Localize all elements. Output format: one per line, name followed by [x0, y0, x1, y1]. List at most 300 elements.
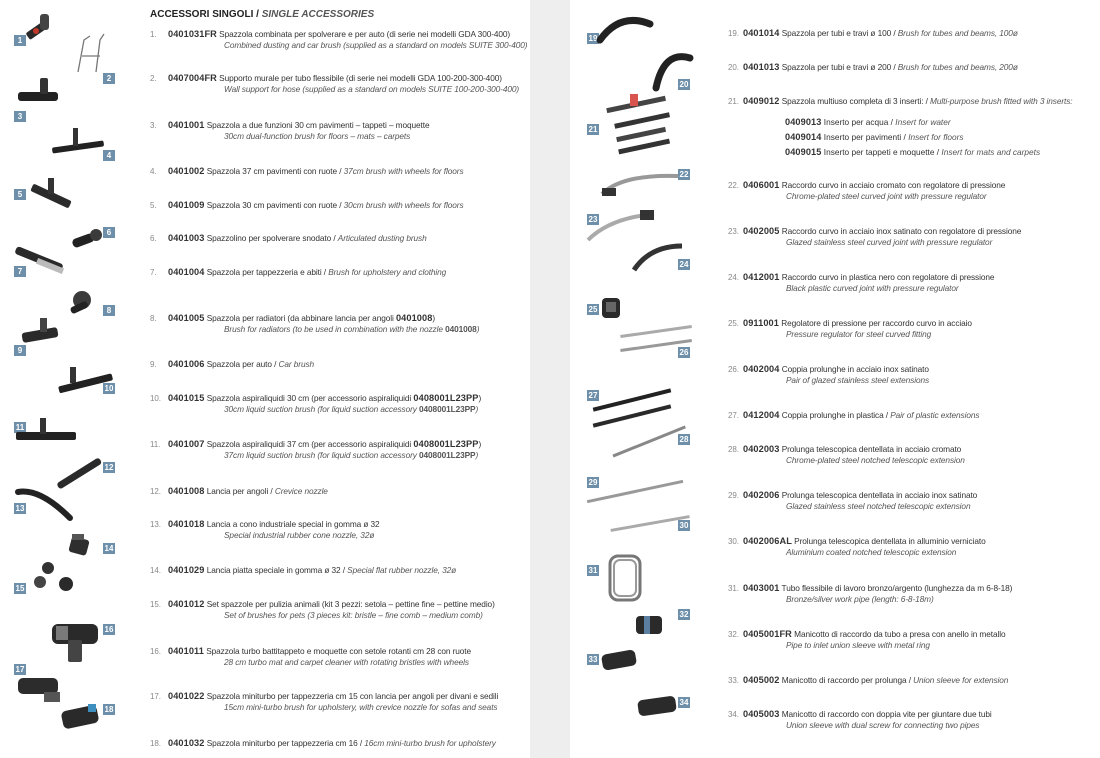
catalog-entry — [150, 599, 495, 621]
english-description: Special industrial rubber cone nozzle, 32ø — [224, 530, 375, 540]
product-image-24 — [634, 246, 682, 270]
italian-description: Spazzola per tappezzeria e abiti / — [206, 267, 326, 277]
italian-description: Tubo flessibile di lavoro bronzo/argento (lunghezza da m 6-8-18) — [781, 583, 1013, 593]
italian-description: Raccordo curvo in plastica nero con regolatore di pressione — [781, 272, 995, 282]
figure-number-badge: 20 — [679, 80, 689, 89]
figure-number-badge: 2 — [103, 73, 115, 84]
figure-number-badge: 7 — [14, 266, 26, 277]
english-description: Bronze/silver work pipe (length: 6-8-18m) — [786, 594, 934, 604]
italian-description: Manicotto di raccordo con doppia vite per giuntare due tubi — [781, 709, 992, 719]
entry-line — [728, 62, 1018, 73]
catalog-entry — [150, 565, 456, 576]
english-description: Glazed stainless steel notched telescopic extension — [786, 501, 971, 511]
figure-number-badge: 23 — [588, 215, 598, 224]
product-code: 0401014 — [743, 28, 780, 38]
figure-number-badge: 27 — [588, 391, 598, 400]
english-description: Chrome-plated steel curved joint with pressure regulator — [786, 191, 987, 201]
insert-entry — [785, 147, 1040, 157]
catalog-entry — [728, 180, 1005, 202]
english-description-line — [150, 324, 479, 335]
product-code: 0402005 — [743, 226, 780, 236]
figure-number-badge: 24 — [679, 260, 689, 269]
punctuation: ) — [432, 313, 436, 323]
product-code: 0412001 — [743, 272, 780, 282]
italian-description: Lancia per angoli / — [206, 486, 273, 496]
product-code: 0401022 — [168, 691, 205, 701]
english-description-line — [150, 657, 471, 668]
insert-code: 0409015 — [785, 147, 822, 157]
product-code: 0401004 — [168, 267, 205, 277]
item-number: 28. — [728, 445, 739, 454]
figure-number-badge: 4 — [103, 150, 115, 161]
italian-description: Coppia prolunghe in plastica / — [781, 410, 889, 420]
product-code: 0401011 — [168, 646, 204, 656]
item-number: 7. — [150, 268, 157, 277]
italian-description: Lancia a cono industriale special in gomma ø 32 — [206, 519, 380, 529]
italian-description: Lancia piatta speciale in gomma ø 32 / — [206, 565, 345, 575]
item-number: 16. — [150, 647, 161, 656]
product-code: 0401006 — [168, 359, 205, 369]
figure-number-badge: 26 — [679, 348, 689, 357]
product-image-9 — [21, 318, 58, 343]
catalog-entry — [150, 200, 464, 211]
item-number: 24. — [728, 273, 739, 282]
english-description-line — [728, 191, 1005, 202]
catalog-entry — [728, 490, 977, 512]
catalog-entry — [728, 318, 972, 340]
italian-description: Spazzola a due funzioni 30 cm pavimenti – tappeti – moquette — [206, 120, 430, 130]
entry-line — [150, 486, 328, 497]
entry-line — [728, 226, 1021, 237]
italian-description: Spazzola aspiraliquidi 30 cm (per accessorio aspiraliquidi — [206, 393, 412, 403]
item-number: 2. — [150, 74, 157, 83]
entry-line — [728, 364, 929, 375]
figure-number-badge: 5 — [14, 189, 26, 200]
product-image-3 — [18, 78, 58, 101]
catalog-entry — [150, 359, 314, 370]
english-description-line — [728, 237, 1021, 248]
page-spine — [530, 0, 570, 758]
referenced-code: 0401008 — [395, 313, 433, 323]
italian-description: Raccordo curvo in acciaio cromato con regolatore di pressione — [781, 180, 1006, 190]
entry-line — [728, 444, 965, 455]
item-number: 18. — [150, 739, 161, 748]
italian-description: Spazzola miniturbo per tappezzeria cm 15 con lancia per angoli per divani e sedili — [206, 691, 499, 701]
catalog-entry — [150, 439, 481, 461]
product-image-18 — [61, 704, 100, 730]
entry-line — [150, 73, 519, 84]
catalog-entry — [150, 267, 446, 278]
figure-number-badge: 15 — [15, 584, 25, 593]
english-description: 30cm brush with wheels for floors — [343, 200, 464, 210]
italian-description: Spazzola per tubi e travi ø 200 / — [781, 62, 896, 72]
catalog-entry — [150, 393, 481, 415]
figure-number-badge: 17 — [15, 665, 25, 674]
catalog-entry — [728, 444, 965, 466]
english-description: Multi-purpose brush fitted with 3 inserts: — [930, 96, 1073, 106]
product-code: 0402004 — [743, 364, 780, 374]
insert-italian: Inserto per tappeti e moquette / — [823, 147, 940, 157]
italian-description: Spazzola 37 cm pavimenti con ruote / — [206, 166, 342, 176]
item-number: 30. — [728, 537, 739, 546]
catalog-entry — [728, 536, 986, 558]
insert-italian: Inserto per acqua / — [823, 117, 893, 127]
english-description: 30cm liquid suction brush (for liquid suction accessory — [224, 404, 417, 414]
italian-description: Spazzola aspiraliquidi 37 cm (per accessorio aspiraliquidi — [206, 439, 412, 449]
product-code: 0402006AL — [743, 536, 792, 546]
english-description-line — [728, 547, 986, 558]
heading-italian: ACCESSORI SINGOLI / — [150, 9, 259, 20]
insert-english: Insert for mats and carpets — [941, 147, 1041, 157]
product-code: 0401007 — [168, 439, 205, 449]
figure-number-badge: 9 — [14, 345, 26, 356]
product-image-17 — [18, 678, 60, 702]
item-number: 29. — [728, 491, 739, 500]
item-number: 13. — [150, 520, 161, 529]
product-image-11 — [16, 418, 76, 440]
english-description-line — [728, 329, 972, 340]
italian-description: Spazzola turbo battitappeto e moquette con setole rotanti cm 28 con ruote — [206, 646, 472, 656]
entry-line — [150, 599, 495, 610]
italian-description: Coppia prolunghe in acciaio inox satinato — [781, 364, 929, 374]
english-description: Chrome-plated steel notched telescopic extension — [786, 455, 965, 465]
entry-line — [728, 410, 979, 421]
english-description-line — [728, 720, 992, 731]
insert-code: 0409014 — [785, 132, 822, 142]
english-description: Crevice nozzle — [274, 486, 328, 496]
product-image-22 — [602, 176, 678, 196]
english-description-line — [150, 84, 519, 95]
catalog-entry — [150, 738, 496, 749]
entry-line — [150, 120, 429, 131]
entry-line — [150, 200, 464, 211]
product-code: 0409012 — [743, 96, 780, 106]
product-image-20 — [656, 57, 690, 88]
english-description: 16cm mini-turbo brush for upholstery — [364, 738, 496, 748]
product-image-23 — [588, 210, 654, 240]
catalog-entry — [728, 410, 979, 421]
product-image-31 — [610, 556, 640, 600]
insert-entry — [785, 132, 964, 142]
entry-line — [150, 439, 481, 450]
product-image-21 — [606, 94, 670, 154]
catalog-entry — [150, 691, 498, 713]
item-number: 4. — [150, 167, 157, 176]
item-number: 8. — [150, 314, 157, 323]
catalog-entry — [728, 96, 1073, 107]
catalog-entry — [150, 486, 328, 497]
item-number: 12. — [150, 487, 161, 496]
catalog-entry — [728, 629, 1005, 651]
product-image-5 — [30, 178, 71, 209]
english-description: Aluminium coated notched telescopic extension — [786, 547, 957, 557]
italian-description: Set spazzole per pulizia animali (kit 3 pezzi: setola – pettine fine – pettine medio) — [206, 599, 495, 609]
punctuation: ) — [478, 439, 482, 449]
english-description: Union sleeve with dual screw for connecting two pipes — [786, 720, 980, 730]
item-number: 6. — [150, 234, 157, 243]
item-number: 5. — [150, 201, 157, 210]
entry-line — [150, 646, 471, 657]
item-number: 15. — [150, 600, 161, 609]
entry-line — [150, 233, 427, 244]
product-image-1 — [26, 14, 49, 40]
product-code: 0911001 — [743, 318, 779, 328]
entry-line — [728, 96, 1073, 107]
italian-description: Manicotto di raccordo da tubo a presa con anello in metallo — [794, 629, 1006, 639]
catalog-entry — [150, 120, 429, 142]
product-code: 0401015 — [168, 393, 205, 403]
product-image-15 — [34, 562, 73, 591]
english-description: 30cm dual-function brush for floors – mats – carpets — [224, 131, 411, 141]
italian-description: Spazzola per radiatori (da abbinare lancia per angoli — [206, 313, 394, 323]
english-description: Black plastic curved joint with pressure regulator — [786, 283, 959, 293]
catalog-entry — [150, 166, 464, 177]
english-description-line — [728, 594, 1012, 605]
catalog-entry — [150, 233, 427, 244]
insert-english: Insert for water — [895, 117, 951, 127]
english-description: 37cm brush with wheels for floors — [343, 166, 464, 176]
referenced-code: 0408001L23PP — [419, 450, 476, 460]
product-image-8 — [70, 291, 91, 314]
referenced-code: 0408001L23PP — [413, 393, 479, 403]
item-number: 1. — [150, 30, 157, 39]
product-image-7 — [14, 246, 64, 274]
insert-italian: Inserto per pavimenti / — [823, 132, 906, 142]
item-number: 20. — [728, 63, 739, 72]
item-number: 11. — [150, 440, 161, 449]
entry-line — [150, 267, 446, 278]
english-description: Pair of glazed stainless steel extensions — [786, 375, 930, 385]
english-description-line — [150, 530, 380, 541]
entry-line — [728, 536, 986, 547]
figure-number-badge: 13 — [15, 504, 25, 513]
english-description: Brush for tubes and beams, 100ø — [897, 28, 1018, 38]
product-code: 0401031FR — [168, 29, 217, 39]
english-description-line — [150, 40, 527, 51]
catalog-entry — [150, 313, 479, 335]
italian-description: Raccordo curvo in acciaio inox satinato con regolatore di pressione — [781, 226, 1022, 236]
product-code: 0412004 — [743, 410, 780, 420]
catalog-entry — [728, 62, 1018, 73]
entry-line — [150, 359, 314, 370]
english-description-line — [150, 131, 429, 142]
entry-line — [728, 629, 1005, 640]
english-description: Pressure regulator for steel curved fitting — [786, 329, 932, 339]
product-image-34 — [637, 695, 677, 716]
italian-description: Spazzola combinata per spolverare e per auto (di serie nei modelli GDA 300-400) — [219, 29, 511, 39]
figure-number-badge: 22 — [679, 170, 689, 179]
product-image-4 — [52, 128, 104, 154]
product-code: 0402006 — [743, 490, 780, 500]
figure-number-badge: 34 — [679, 698, 689, 707]
english-description-line — [728, 455, 965, 466]
entry-line — [728, 490, 977, 501]
catalog-entry — [150, 519, 380, 541]
item-number: 31. — [728, 584, 739, 593]
insert-code: 0409013 — [785, 117, 822, 127]
entry-line — [150, 738, 496, 749]
product-image-16 — [52, 624, 98, 662]
punctuation: ) — [476, 324, 480, 334]
left-product-images — [0, 0, 140, 758]
figure-number-badge: 1 — [14, 35, 26, 46]
product-image-25 — [602, 298, 620, 318]
figure-number-badge: 25 — [588, 305, 598, 314]
punctuation: ) — [478, 393, 482, 403]
product-image-6 — [71, 229, 102, 248]
italian-description: Prolunga telescopica dentellata in acciaio inox satinato — [781, 490, 978, 500]
figure-number-badge: 29 — [588, 478, 598, 487]
catalog-entry — [150, 73, 519, 95]
product-code: 0401003 — [168, 233, 205, 243]
catalog-entry — [728, 709, 992, 731]
english-description-line — [728, 283, 994, 294]
english-description-line — [150, 610, 495, 621]
product-image-19 — [600, 20, 650, 40]
entry-line — [728, 318, 972, 329]
catalog-entry — [728, 364, 929, 386]
entry-line — [150, 29, 527, 40]
product-code: 0401001 — [168, 120, 205, 130]
punctuation: ) — [475, 450, 479, 460]
insert-entry — [785, 117, 951, 127]
entry-line — [150, 691, 498, 702]
referenced-code: 0401008 — [445, 324, 477, 334]
figure-number-badge: 30 — [679, 521, 689, 530]
english-description: Articulated dusting brush — [337, 233, 427, 243]
italian-description: Spazzola per tubi e travi ø 100 / — [781, 28, 896, 38]
entry-line — [150, 519, 380, 530]
item-number: 33. — [728, 676, 739, 685]
product-image-33 — [601, 649, 637, 671]
figure-number-badge: 21 — [588, 125, 598, 134]
english-description: Car brush — [278, 359, 315, 369]
item-number: 27. — [728, 411, 739, 420]
english-description: Brush for radiators (to be used in combination with the nozzle — [224, 324, 443, 334]
product-code: 0405002 — [743, 675, 780, 685]
item-number: 3. — [150, 121, 157, 130]
figure-number-badge: 33 — [588, 655, 598, 664]
italian-description: Spazzola 30 cm pavimenti con ruote / — [206, 200, 342, 210]
italian-description: Supporto murale per tubo flessibile (di serie nei modelli GDA 100-200-300-400) — [219, 73, 502, 83]
product-code: 0406001 — [743, 180, 780, 190]
product-code: 0401002 — [168, 166, 205, 176]
figure-number-badge: 31 — [588, 566, 598, 575]
figure-number-badge: 28 — [679, 435, 689, 444]
english-description: Set of brushes for pets (3 pieces kit: bristle – fine comb – medium comb) — [224, 610, 483, 620]
english-description: Glazed stainless steel curved joint with pressure regulator — [786, 237, 993, 247]
product-code: 0402003 — [743, 444, 780, 454]
english-description: Special flat rubber nozzle, 32ø — [347, 565, 457, 575]
figure-number-badge: 11 — [15, 423, 25, 432]
product-image-14 — [68, 534, 90, 556]
entry-line — [150, 565, 456, 576]
punctuation: ) — [475, 404, 479, 414]
item-number: 19. — [728, 29, 739, 38]
english-description-line — [150, 702, 498, 713]
item-number: 17. — [150, 692, 161, 701]
product-code: 0403001 — [743, 583, 780, 593]
figure-number-badge: 6 — [103, 227, 115, 238]
section-heading — [150, 9, 374, 20]
english-description: Union sleeve for extension — [913, 675, 1009, 685]
product-image-12 — [56, 457, 102, 489]
item-number: 23. — [728, 227, 739, 236]
product-image-10 — [58, 367, 113, 393]
catalog-entry — [728, 675, 1008, 686]
catalog-entry — [728, 28, 1018, 39]
figure-number-badge: 10 — [104, 384, 114, 393]
figure-number-badge: 32 — [679, 610, 689, 619]
entry-line — [150, 313, 479, 324]
left-page — [0, 0, 530, 758]
product-image-28 — [612, 425, 685, 457]
item-number: 34. — [728, 710, 739, 719]
english-description: 28 cm turbo mat and carpet cleaner with rotating bristles with wheels — [224, 657, 469, 667]
italian-description: Spazzola miniturbo per tappezzeria cm 16 / — [206, 738, 363, 748]
catalog-entry — [150, 29, 527, 51]
english-description-line — [150, 450, 481, 461]
italian-description: Spazzola per auto / — [206, 359, 277, 369]
entry-line — [728, 28, 1018, 39]
referenced-code: 0408001L23PP — [419, 404, 476, 414]
product-code: 0401013 — [743, 62, 780, 72]
product-code: 0405003 — [743, 709, 780, 719]
figure-number-badge: 12 — [104, 463, 114, 472]
english-description: Pair of plastic extensions — [890, 410, 980, 420]
italian-description: Spazzolino per spolverare snodato / — [206, 233, 336, 243]
english-description-line — [150, 404, 481, 415]
italian-description: Manicotto di raccordo per prolunga / — [781, 675, 911, 685]
entry-line — [728, 583, 1012, 594]
entry-line — [150, 166, 464, 177]
item-number: 9. — [150, 360, 157, 369]
italian-description: Regolatore di pressione per raccordo curvo in acciaio — [781, 318, 972, 328]
figure-number-badge: 19 — [588, 34, 598, 43]
figure-number-badge: 8 — [103, 305, 115, 316]
english-description-line — [728, 501, 977, 512]
italian-description: Spazzola multiuso completa di 3 inserti: / — [781, 96, 928, 106]
item-number: 10. — [150, 394, 161, 403]
english-description: Combined dusting and car brush (supplied as a standard on models SUITE 300-400) — [224, 40, 528, 50]
product-code: 0405001FR — [743, 629, 792, 639]
product-image-29 — [587, 480, 683, 503]
product-code: 0401008 — [168, 486, 205, 496]
catalog-entry — [728, 583, 1012, 605]
referenced-code: 0408001L23PP — [413, 439, 479, 449]
product-image-32 — [636, 616, 662, 634]
catalog-entry — [728, 272, 994, 294]
product-code: 0401029 — [168, 565, 205, 575]
item-number: 32. — [728, 630, 739, 639]
entry-line — [728, 180, 1005, 191]
product-code: 0401005 — [168, 313, 205, 323]
italian-description: Prolunga telescopica dentellata in acciaio cromato — [781, 444, 962, 454]
english-description: 15cm mini-turbo brush for upholstery, with crevice nozzle for sofas and seats — [224, 702, 498, 712]
product-code: 0401032 — [168, 738, 205, 748]
product-code: 0401012 — [168, 599, 205, 609]
catalog-entry — [728, 226, 1021, 248]
catalog-entry — [150, 646, 471, 668]
english-description: Wall support for hose (supplied as a standard on models SUITE 100-200-300-400) — [224, 84, 520, 94]
product-code: 0401018 — [168, 519, 205, 529]
entry-line — [728, 272, 994, 283]
product-code: 0401009 — [168, 200, 205, 210]
figure-number-badge: 16 — [104, 625, 114, 634]
product-image-26 — [620, 325, 692, 352]
entry-line — [728, 709, 992, 720]
item-number: 22. — [728, 181, 739, 190]
